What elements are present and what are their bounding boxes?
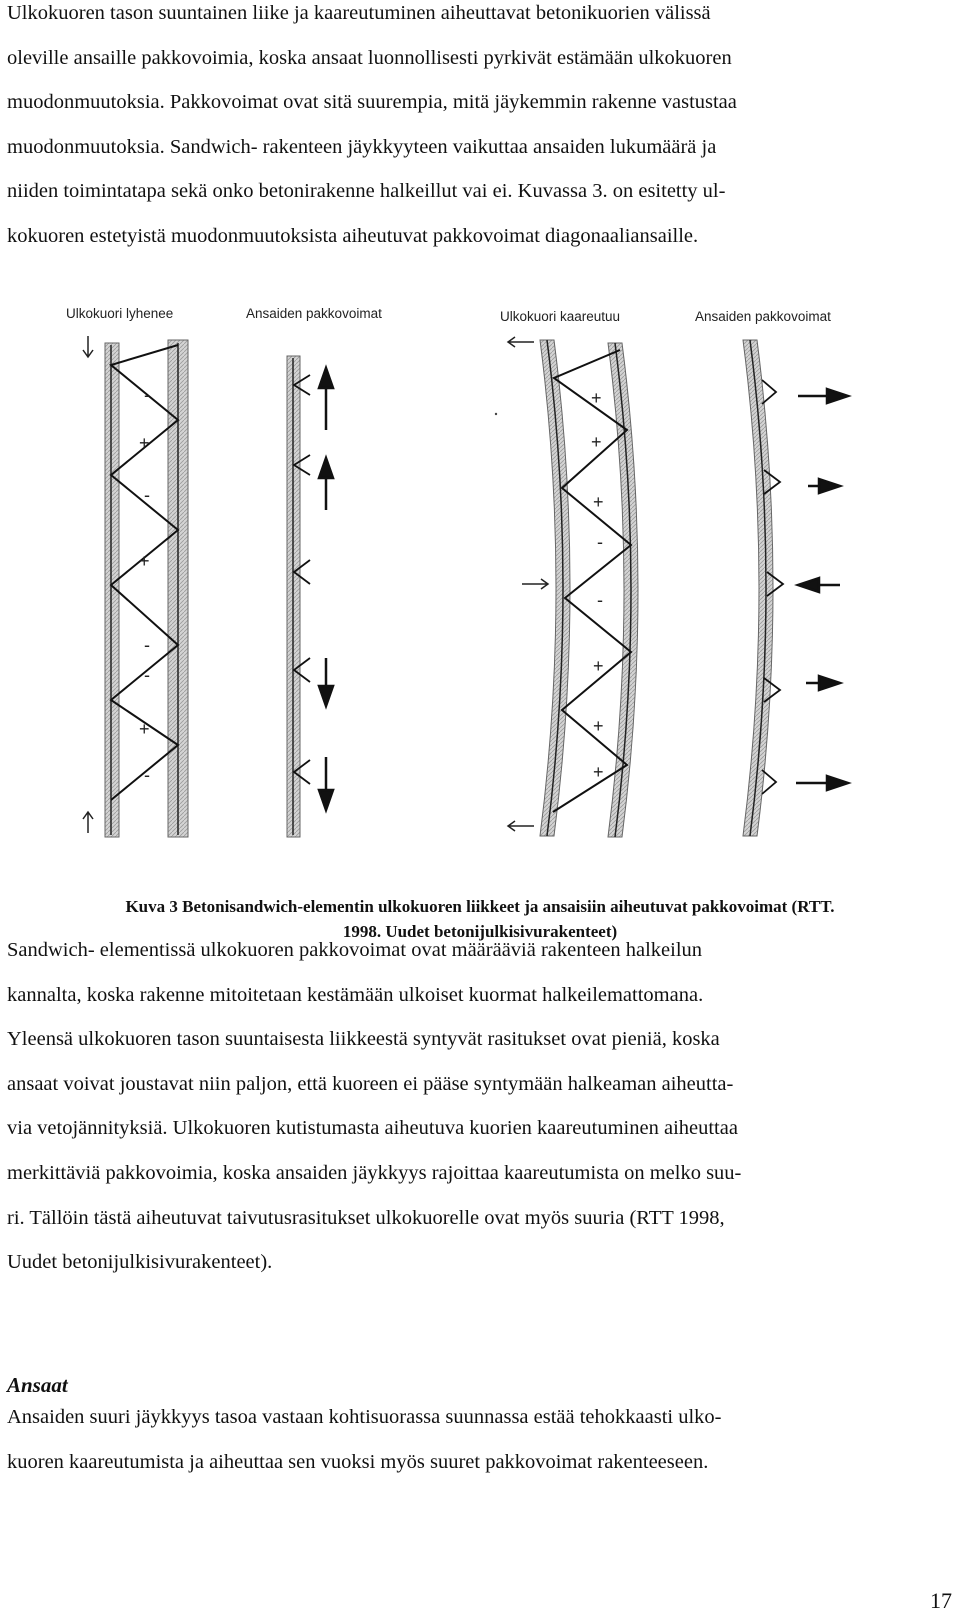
text-line: muodonmuutoksia. Pakkovoimat ovat sitä suurempia, mitä jäykemmin rakenne vastustaa [7,91,737,114]
sign-label: - [144,385,150,405]
text-line: Sandwich- elementissä ulkokuoren pakkovoimat ovat määrääviä rakenteen halkeilun [7,939,703,961]
text-line: niiden toimintatapa sekä onko betonirakenne halkeillut vai ei. Kuvassa 3. on esitetty ul- [7,180,726,203]
truss-diagram [0,298,960,878]
label-shortening: Ulkokuori lyhenee [66,306,174,321]
sign-label: - [144,765,150,785]
label-forces-right: Ansaiden pakkovoimat [695,309,831,324]
panel-forces-right [743,340,848,836]
sign-label: + [139,719,150,739]
sign-label: - [597,532,603,552]
panel-forces-left [287,356,333,837]
text-line: via vetojännityksiä. Ulkokuoren kutistumasta aiheutuva kuorien kaareutuminen aiheuttaa [7,1117,738,1140]
caption-line: 1998. Uudet betonijulkisivurakenteet) [342,922,618,941]
intro-paragraph [7,0,927,259]
sign-label: + [593,492,604,512]
text-line: merkittäviä pakkovoimia, koska ansaiden jäykkyys rajoittaa kaareutumista on melko suu- [7,1161,742,1184]
text-line: ri. Tällöin tästä aiheutuvat taivutusrasitukset ulkokuorelle ovat myös suuria (RTT 1998, [7,1206,725,1229]
sign-label: + [591,432,602,452]
sign-label: + [139,433,150,453]
label-forces-left: Ansaiden pakkovoimat [246,306,382,321]
sign-label: - [597,590,603,610]
sign-label: - [144,485,150,505]
body-paragraph [7,928,927,1285]
page-number: 17 [930,1588,952,1613]
sign-label: - [144,665,150,685]
label-curving: Ulkokuori kaareutuu [500,309,621,324]
sign-label: + [591,388,602,408]
text-line: Ansaiden suuri jäykkyys tasoa vastaan kohtisuorassa suunnassa estää tehokkaasti ulko- [7,1406,722,1428]
section-heading: Ansaat [7,1373,68,1397]
text-line: Yleensä ulkokuoren tason suuntaisesta liikkeestä syntyvät rasitukset ovat pieniä, koska [7,1028,720,1051]
text-line: muodonmuutoksia. Sandwich- rakenteen jäykkyyteen vaikuttaa ansaiden lukumäärä ja [7,135,717,158]
sign-label: + [593,656,604,676]
text-line: kuoren kaareutumista ja aiheuttaa sen vuoksi myös suuret pakkovoimat rakenteeseen. [7,1450,709,1473]
text-line: Uudet betonijulkisivurakenteet). [7,1251,273,1274]
sign-label: + [139,551,150,571]
panel-curving [495,337,638,837]
force-arrows [319,368,333,810]
text-line: ansaat voivat joustavat niin paljon, että kuoreen ei pääse syntymään halkeaman aiheutta- [7,1072,734,1095]
caption-line: Kuva 3 Betonisandwich-elementin ulkokuoren liikkeet ja ansaisiin aiheutuvat pakkovoimat (RTT. [125,897,835,916]
text-line: Ulkokuoren tason suuntainen liike ja kaareutuminen aiheuttavat betonikuorien välissä [7,2,711,24]
sign-label: - [144,635,150,655]
text-line: oleville ansaille pakkovoimia, koska ansaat luonnollisesti pyrkivät estämään ulkokuoren [7,46,732,69]
shortening-arrows [83,336,93,833]
curving-arrows [508,337,548,831]
text-line: kannalta, koska rakenne mitoitetaan kestämään ulkoiset kuormat halkeilemattomana. [7,983,704,1006]
section-paragraph [7,1395,927,1484]
panel-shortening [83,336,188,837]
sign-label: + [593,762,604,782]
text-line: kokuoren estetyistä muodonmuutoksista aiheutuvat pakkovoimat diagonaaliansaille. [7,224,699,247]
figure-3 [0,298,960,878]
sign-label: + [593,716,604,736]
force-arrows [796,389,848,790]
